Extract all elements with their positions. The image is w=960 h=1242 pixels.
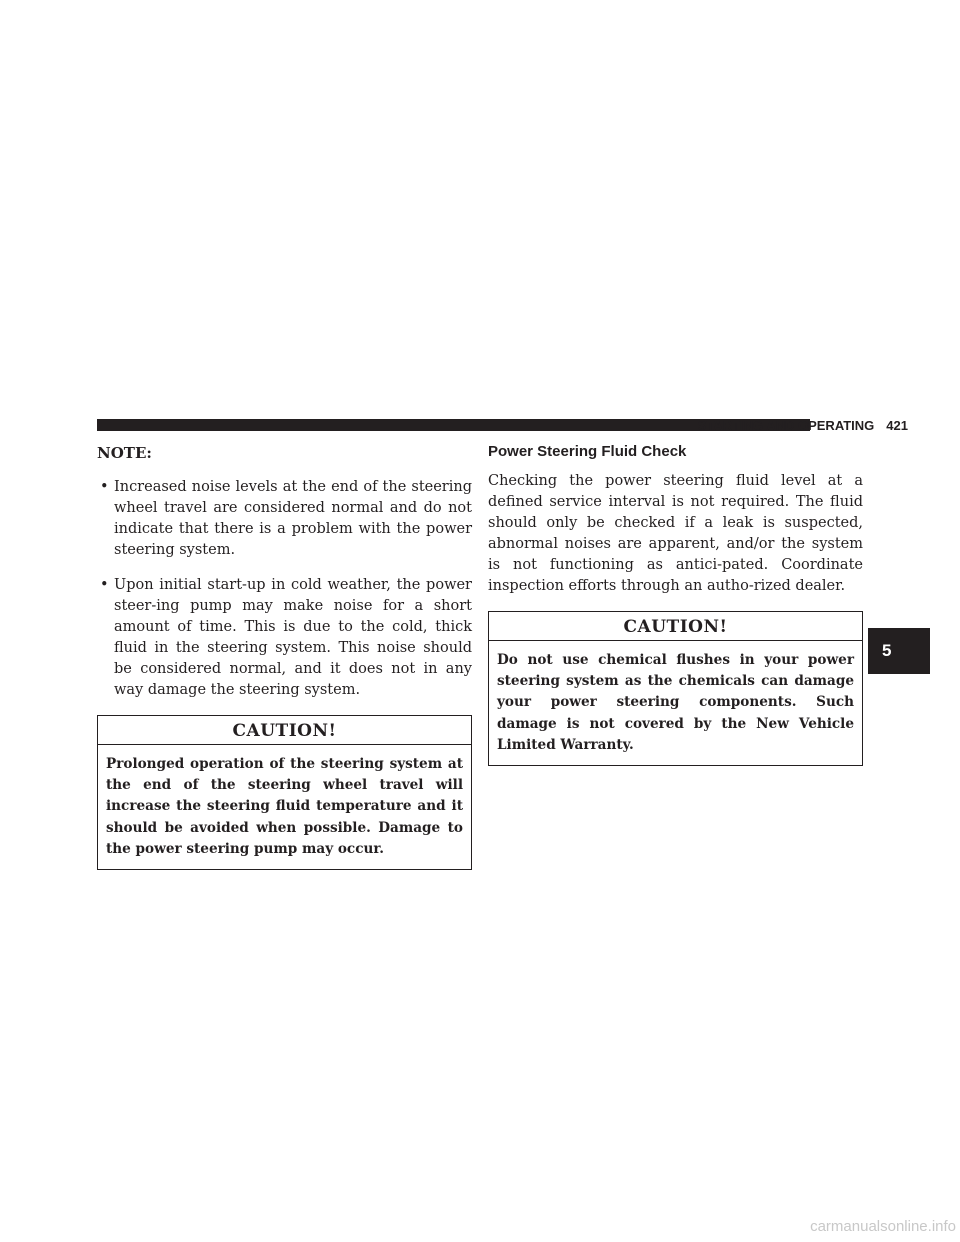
caution-title: CAUTION! [98,716,471,745]
watermark-text: carmanualsonline.info [810,1218,956,1235]
bullet-text: Increased noise levels at the end of the steering wheel travel are considered normal and do not indicate that there is a problem with the power steering system. [114,479,472,558]
header-section-title: STARTING AND OPERATING [697,418,875,433]
bullet-item [97,575,472,701]
caution-body: Do not use chemical flushes in your power steering system as the chemicals can damage your power steering components. Such damage is not covered by the New Vehicle Limited Warranty. [497,652,854,753]
caution-title: CAUTION! [489,612,862,641]
bullet-text: Upon initial start-up in cold weather, the power steer-ing pump may make noise for a short amount of time. This is due to the cold, thick fluid in the steering system. This noise should be considered normal, and it does not in any way damage the steering system. [114,577,472,698]
body-paragraph: Checking the power steering fluid level at a defined service interval is not required. The fluid should only be checked if a leak is suspected, abnormal noises are apparent, and/or the system is not functioning as antici-pated. Coordinate inspection efforts through an autho-rized dealer. [488,473,863,594]
chapter-tab: 5 [868,628,930,674]
caution-box-flush [488,611,863,766]
section-heading: Power Steering Fluid Check [488,443,687,460]
bullet-icon: • [100,479,109,495]
bullet-icon: • [100,577,109,593]
bullet-item [97,477,472,561]
note-title: NOTE: [97,444,152,462]
note-bullet-list [97,477,472,701]
right-column [488,442,863,766]
running-header [697,418,908,434]
caution-box-steering [97,715,472,870]
left-column [97,443,472,870]
caution-body: Prolonged operation of the steering system at the end of the steering wheel travel will increase the steering fluid temperature and it should be avoided when possible. Damage to the power steering pump may occur. [106,756,463,857]
page-number: 421 [886,418,908,433]
